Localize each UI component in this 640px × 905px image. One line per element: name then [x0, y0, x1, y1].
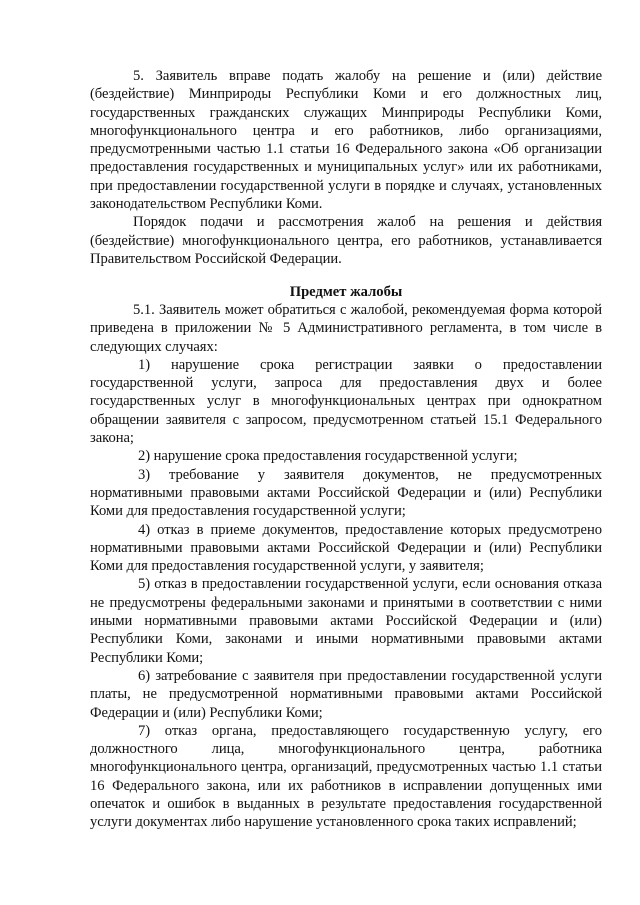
list-item-1: 1) нарушение срока регистрации заявки о предоставлении государственной услуги, запроса для предоставления двух и более государственных услуг в многофункциональных центрах при однократном обращении заявителя с запросом, предусмотренном статьей 15.1 Федерального закона;: [90, 356, 602, 447]
list-item-7: 7) отказ органа, предоставляющего государственную услугу, его должностного лица, многофункционального центра, работника многофункционального центра, организаций, предусмотренных частью 1.1 статьи 16 Федерального закона, или их работников в исправлении допущенных ими опечаток и ошибок в выданных в результате предоставления государственной услуги документах либо нарушение установленного срока таких исправлений;: [90, 722, 602, 831]
complaint-subject-section: [90, 301, 602, 832]
list-item-3: 3) требование у заявителя документов, не предусмотренных нормативными правовыми актами Российской Федерации и (или) Республики Коми для предоставления государственной услуги;: [90, 466, 602, 520]
list-item-2: 2) нарушение срока предоставления государственной услуги;: [138, 448, 518, 465]
paragraph-complaint-procedure: Порядок подачи и рассмотрения жалоб на решения и действия (бездействие) многофункционального центра, его работников, устанавливается Правительством Российской Федерации.: [90, 214, 602, 267]
top-section: [90, 67, 602, 268]
paragraph-5-1: 5.1. Заявитель может обратиться с жалобой, рекомендуемая форма которой приведена в приложении № 5 Административного регламента, в том числе в следующих случаях:: [90, 302, 602, 355]
list-item-5: 5) отказ в предоставлении государственной услуги, если основания отказа не предусмотрены федеральными законами и принятыми в соответствии с ними иными нормативными правовыми актами Российской Федерации и (или) Республики Коми, законами и иными нормативными правовыми актами Республики Коми;: [90, 576, 602, 666]
paragraph-5: 5. Заявитель вправе подать жалобу на решение и (или) действие (бездействие) Минприроды Республики Коми и его должностных лиц, государственных гражданских служащих Минприроды Республики Коми, многофункционального центра и его работников, либо организациями, предусмотренными частью 1.1 статьи 16 Федерального закона «Об организации предоставления государственных и муниципальных услуг» или их работниками, при предоставлении государственной услуги в порядке и случаях, установленных законодательством Республики Коми.: [90, 68, 602, 213]
list-item-6: 6) затребование с заявителя при предоставлении государственной услуги платы, не предусмотренной нормативными правовыми актами Российской Федерации и (или) Республики Коми;: [90, 667, 602, 721]
section-heading: Предмет жалобы: [289, 284, 403, 300]
list-item-4: 4) отказ в приеме документов, предоставление которых предусмотрено нормативными правовыми актами Российской Федерации и (или) Республики Коми для предоставления государственной услуги, у заявителя;: [90, 521, 602, 575]
